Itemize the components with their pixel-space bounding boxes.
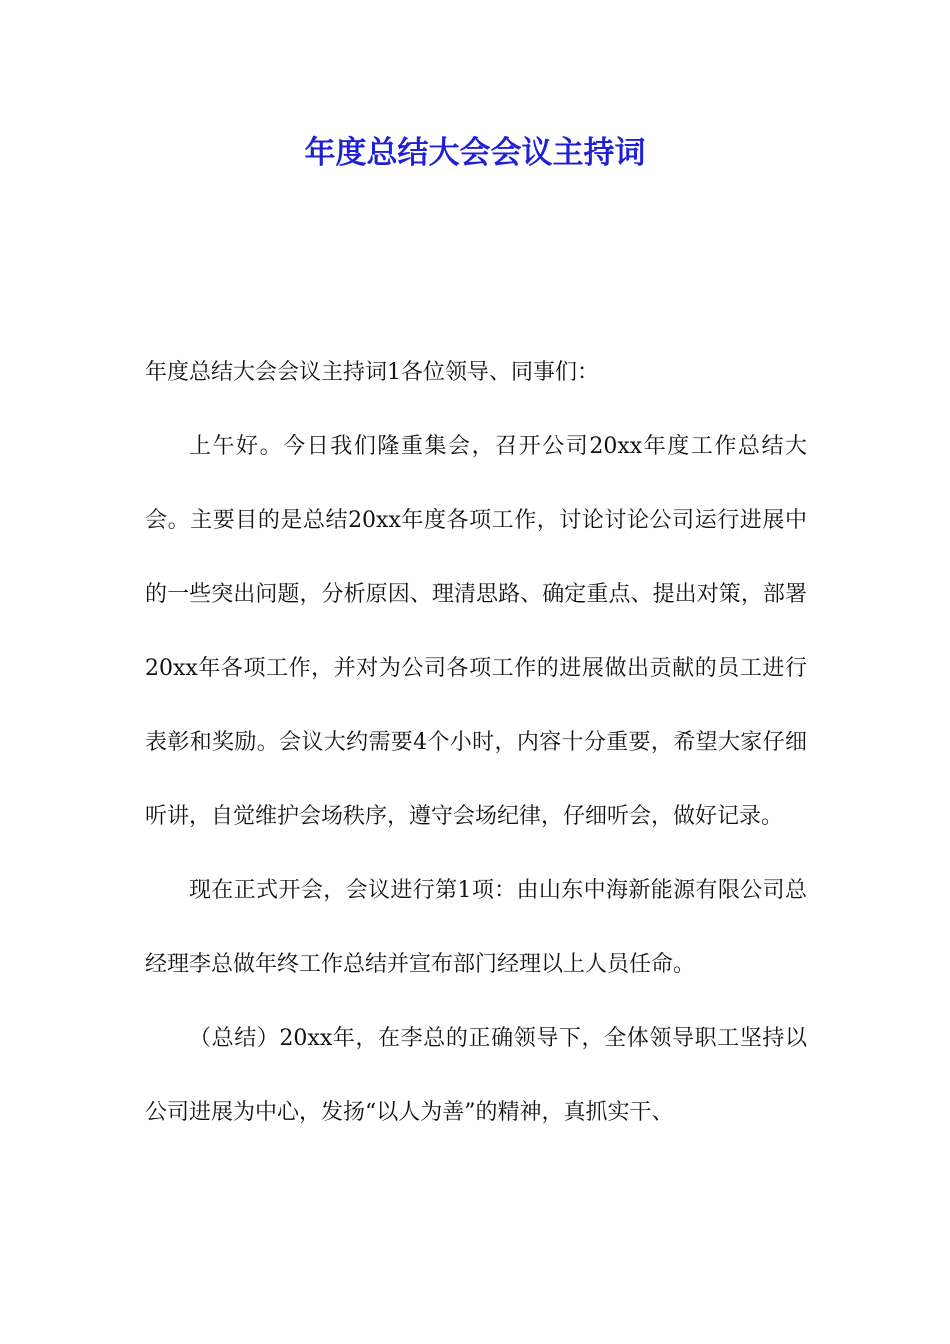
document-title: 年度总结大会会议主持词	[304, 135, 646, 171]
paragraph-summary: （总结）20xx年，在李总的正确领导下，全体领导职工坚持以公司进展为中心，发扬“以人为善”的精神，真抓实干、	[145, 1026, 807, 1125]
paragraph-greeting: 年度总结大会会议主持词1各位领导、同事们：	[145, 360, 599, 385]
paragraph-agenda-item-1: 现在正式开会，会议进行第1项：由山东中海新能源有限公司总经理李总做年终工作总结并宣布部门经理以上人员任命。	[145, 878, 807, 977]
paragraph-opening: 上午好。今日我们隆重集会，召开公司20xx年度工作总结大会。主要目的是总结20xx年度各项工作，讨论讨论公司运行进展中的一些突出问题，分析原因、理清思路、确定重点、提出对策，部署20xx年各项工作，并对为公司各项工作的进展做出贡献的员工进行表彰和奖励。会议大约需要4个小时，内容十分重要，希望大家仔细听讲，自觉维护会场秩序，遵守会场纪律，仔细听会，做好记录。	[145, 434, 807, 829]
document-body	[145, 336, 807, 1150]
